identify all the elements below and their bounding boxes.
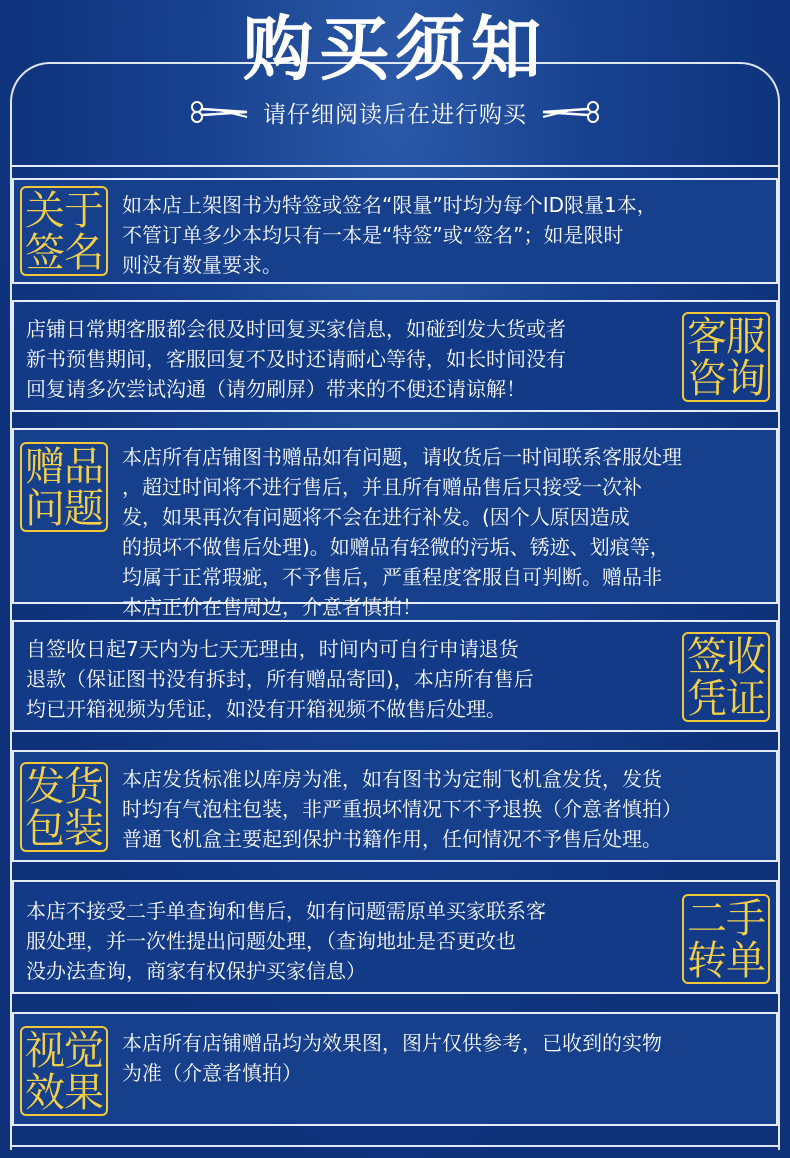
- scissors-right-icon: [541, 100, 601, 124]
- section-text: 本店发货标准以库房为准，如有图书为定制飞机盒发货，发货 时均有气泡柱包装，非严重损坏情况下不予退换（介意者慎拍） 普通飞机盒主要起到保护书籍作用，任何情况不予售后处理。: [122, 767, 682, 851]
- badge-gift-issues: [20, 442, 108, 532]
- section-second-hand: [12, 880, 778, 994]
- page-subtitle: 请仔细阅读后在进行购买: [263, 101, 527, 128]
- badge-line-1: 签收: [687, 634, 765, 680]
- scissors-left-icon: [189, 100, 249, 124]
- badge-receipt-proof: [682, 632, 770, 722]
- section-visual-effect: [12, 1012, 778, 1126]
- badge-line-1: 客服: [687, 314, 765, 360]
- badge-line-1: 关于: [25, 188, 103, 234]
- subtitle-row: [0, 90, 790, 134]
- section-text: 本店所有店铺图书赠品如有问题，请收货后一时间联系客服处理 ，超过时间将不进行售后，并且所有赠品售后只接受一次补 发，如果再次有问题将不会在进行补发。(因个人原因造成 的损坏不做售后处理)。如赠品有轻微的污垢、锈迹、划痕等， 均属于正常瑕疵，不予售后，严重程度客服自可判断。赠品非 本店正价在售周边，介意者慎拍！: [122, 445, 682, 619]
- section-signature: [12, 178, 778, 284]
- badge-line-2: 问题: [25, 486, 103, 532]
- section-shipping-packaging: [12, 750, 778, 862]
- section-gift-issues: [12, 428, 778, 619]
- badge-line-2: 凭证: [687, 676, 765, 722]
- badge-shipping-packaging: [20, 762, 108, 852]
- badge-line-2: 效果: [25, 1070, 103, 1116]
- badge-line-2: 咨询: [687, 356, 765, 402]
- badge-line-1: 发货: [25, 764, 103, 810]
- header-divider: [12, 165, 778, 167]
- section-customer-service: [12, 300, 778, 412]
- page-title: 购买须知: [243, 8, 547, 90]
- badge-line-1: 视觉: [25, 1028, 103, 1074]
- section-text: 如本店上架图书为特签或签名“限量”时均为每个ID限量1本， 不管订单多少本均只有一本是“特签”或“签名”；如是限时 则没有数量要求。: [122, 193, 657, 277]
- badge-line-1: 赠品: [25, 444, 103, 490]
- section-text: 本店不接受二手单查询和售后，如有问题需原单买家联系客 服处理，并一次性提出问题处理，（查询地址是否更改也 没办法查询，商家有权保护买家信息）: [26, 899, 546, 983]
- badge-signature: [20, 186, 108, 276]
- section-text: 自签收日起7天内为七天无理由，时间内可自行申请退货 退款（保证图书没有拆封，所有赠品寄回)，本店所有售后 均已开箱视频为凭证，如没有开箱视频不做售后处理。: [26, 637, 534, 721]
- badge-second-hand: [682, 894, 770, 984]
- badge-line-2: 包装: [25, 806, 103, 852]
- section-text: 本店所有店铺赠品均为效果图，图片仅供参考，已收到的实物 为准（介意者慎拍）: [122, 1031, 662, 1085]
- badge-line-2: 转单: [687, 938, 765, 984]
- section-text: 店铺日常期客服都会很及时回复买家信息，如碰到发大货或者 新书预售期间，客服回复不及时还请耐心等待，如长时间没有 回复请多次尝试沟通（请勿刷屏）带来的不便还请谅解！: [26, 317, 566, 401]
- badge-line-1: 二手: [687, 896, 765, 942]
- badge-line-2: 签名: [25, 230, 103, 276]
- badge-visual-effect: [20, 1026, 108, 1116]
- section-receipt-proof: [12, 620, 778, 732]
- badge-customer-service: [682, 312, 770, 402]
- frame-bottom-line: [10, 1145, 780, 1147]
